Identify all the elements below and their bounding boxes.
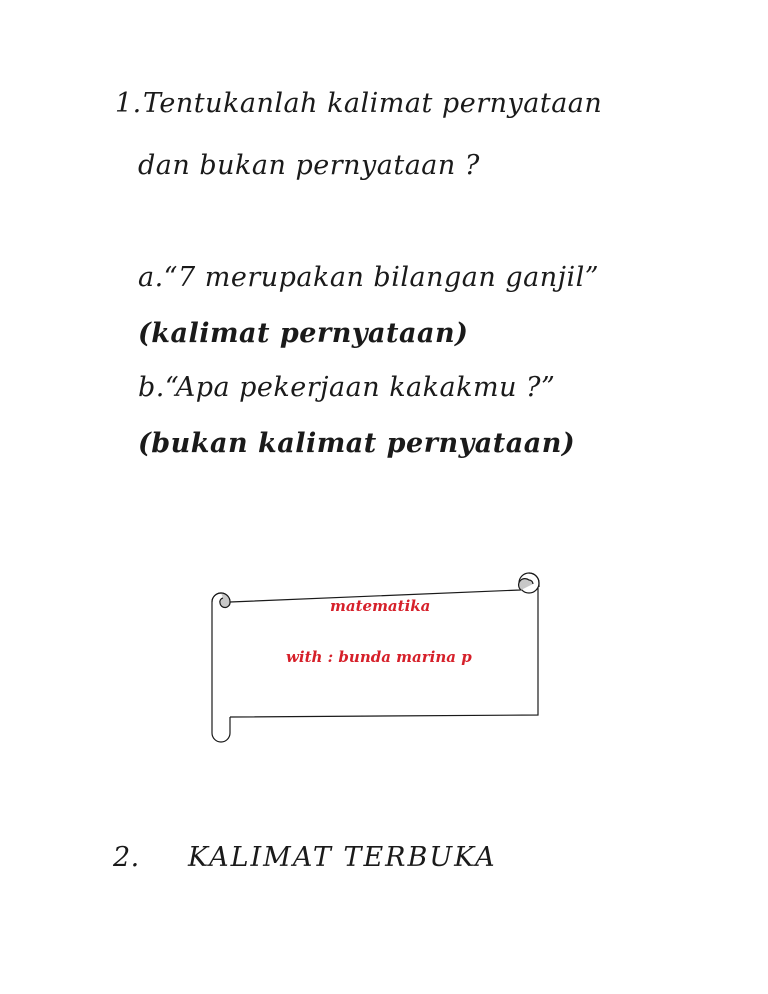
section-2-title: KALIMAT TERBUKA <box>188 842 497 873</box>
question-1-prompt-line-1: Tentukanlah kalimat pernyataan <box>143 88 603 119</box>
question-1-item-a: a.“7 merupakan bilangan ganjil” <box>138 262 600 293</box>
question-1-number: 1. <box>115 88 142 119</box>
question-1-answer-b: (bukan kalimat pernyataan) <box>138 428 576 459</box>
question-1-item-b: b.“Apa pekerjaan kakakmu ?” <box>138 372 556 403</box>
question-1-answer-a: (kalimat pernyataan) <box>138 318 469 349</box>
question-1-prompt-line-2: dan bukan pernyataan ? <box>138 150 480 181</box>
banner-author: with : bunda marina p <box>286 648 472 666</box>
scroll-banner <box>200 565 550 745</box>
section-2-number: 2. <box>113 842 140 873</box>
banner-title: matematika <box>330 597 431 615</box>
